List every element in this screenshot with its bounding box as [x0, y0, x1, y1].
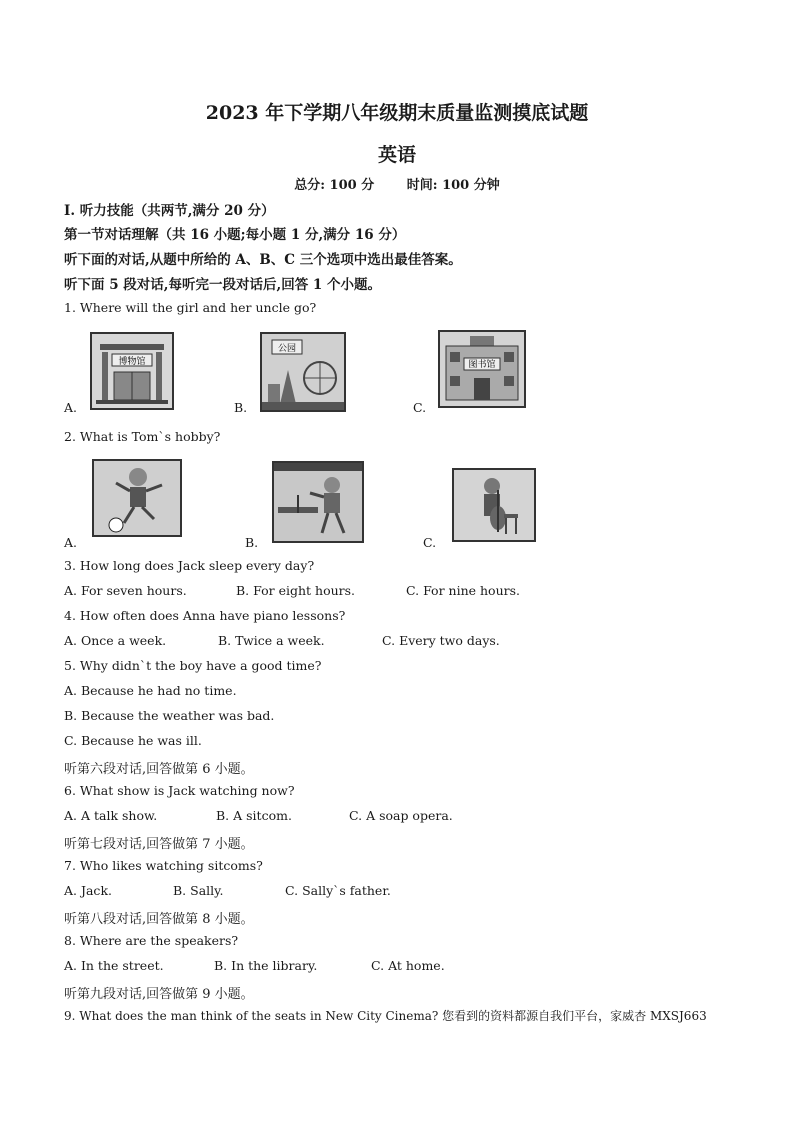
dialogue-7-instruction: 听第七段对话,回答做第 7 小题。 [64, 837, 254, 852]
q5-option-a[interactable]: A. Because he had no time. [64, 683, 237, 698]
score-time-line [0, 174, 794, 193]
page-title: 2023 年下学期八年级期末质量监测摸底试题 [205, 102, 589, 124]
museum-image [90, 332, 174, 410]
library-image [438, 330, 526, 408]
museum-label: 博物馆 [118, 357, 146, 367]
q7-option-b[interactable]: B. Sally. [173, 883, 224, 898]
question-5: 5. Why didn`t the boy have a good time? [64, 658, 322, 673]
q7-option-c[interactable]: C. Sally`s father. [285, 883, 391, 898]
q5-option-b[interactable]: B. Because the weather was bad. [64, 708, 275, 723]
q6-option-b[interactable]: B. A sitcom. [216, 808, 292, 823]
q6-option-c[interactable]: C. A soap opera. [349, 808, 453, 823]
q1-option-b[interactable]: B. [234, 400, 248, 415]
q2-option-b[interactable]: B. [245, 535, 259, 550]
q4-option-b[interactable]: B. Twice a week. [218, 633, 325, 648]
dialogue-9-instruction: 听第九段对话,回答做第 9 小题。 [64, 987, 254, 1002]
subject-title: 英语 [377, 144, 416, 166]
q8-option-c[interactable]: C. At home. [371, 958, 445, 973]
question-6: 6. What show is Jack watching now? [64, 783, 295, 798]
q3-option-b[interactable]: B. For eight hours. [236, 583, 356, 598]
q4-option-c[interactable]: C. Every two days. [382, 633, 500, 648]
library-label: 图书馆 [468, 360, 496, 370]
q3-option-c[interactable]: C. For nine hours. [406, 583, 520, 598]
question-9: 9. What does the man think of the seats in New City Cinema? 您看到的资料都源自我们平台，家威杏 MXSJ663 [64, 1009, 707, 1023]
q8-option-a[interactable]: A. In the street. [64, 958, 164, 973]
part-heading: 第一节对话理解（共 16 小题;每小题 1 分,满分 16 分） [64, 227, 406, 243]
instruction-2: 听下面 5 段对话,每听完一段对话后,回答 1 个小题。 [64, 277, 381, 293]
cello-image [452, 468, 536, 542]
question-4: 4. How often does Anna have piano lessons? [64, 608, 346, 623]
q5-option-c[interactable]: C. Because he was ill. [64, 733, 202, 748]
question-2: 2. What is Tom`s hobby? [64, 429, 221, 444]
dialogue-8-instruction: 听第八段对话,回答做第 8 小题。 [64, 912, 254, 927]
question-7: 7. Who likes watching sitcoms? [64, 858, 263, 873]
q8-option-b[interactable]: B. In the library. [214, 958, 318, 973]
question-1: 1. Where will the girl and her uncle go? [64, 300, 317, 315]
question-8: 8. Where are the speakers? [64, 933, 239, 948]
park-image [260, 332, 346, 412]
question-3: 3. How long does Jack sleep every day? [64, 558, 315, 573]
q7-option-a[interactable]: A. Jack. [64, 883, 112, 898]
park-label: 公园 [277, 344, 297, 354]
q2-option-a[interactable]: A. [64, 535, 78, 550]
table-tennis-image [272, 461, 364, 543]
dialogue-6-instruction: 听第六段对话,回答做第 6 小题。 [64, 762, 254, 777]
section-heading: Ⅰ. 听力技能（共两节,满分 20 分） [64, 203, 275, 219]
q1-option-c[interactable]: C. [413, 400, 427, 415]
q1-option-a[interactable]: A. [64, 400, 78, 415]
exam-time: 时间: 100 分钟 [406, 178, 500, 193]
q2-option-c[interactable]: C. [423, 535, 437, 550]
total-score: 总分: 100 分 [294, 178, 375, 193]
instruction-1: 听下面的对话,从题中所给的 A、B、C 三个选项中选出最佳答案。 [64, 252, 462, 268]
q4-option-a[interactable]: A. Once a week. [64, 633, 167, 648]
football-image [92, 459, 182, 537]
q6-option-a[interactable]: A. A talk show. [64, 808, 158, 823]
q3-option-a[interactable]: A. For seven hours. [64, 583, 187, 598]
